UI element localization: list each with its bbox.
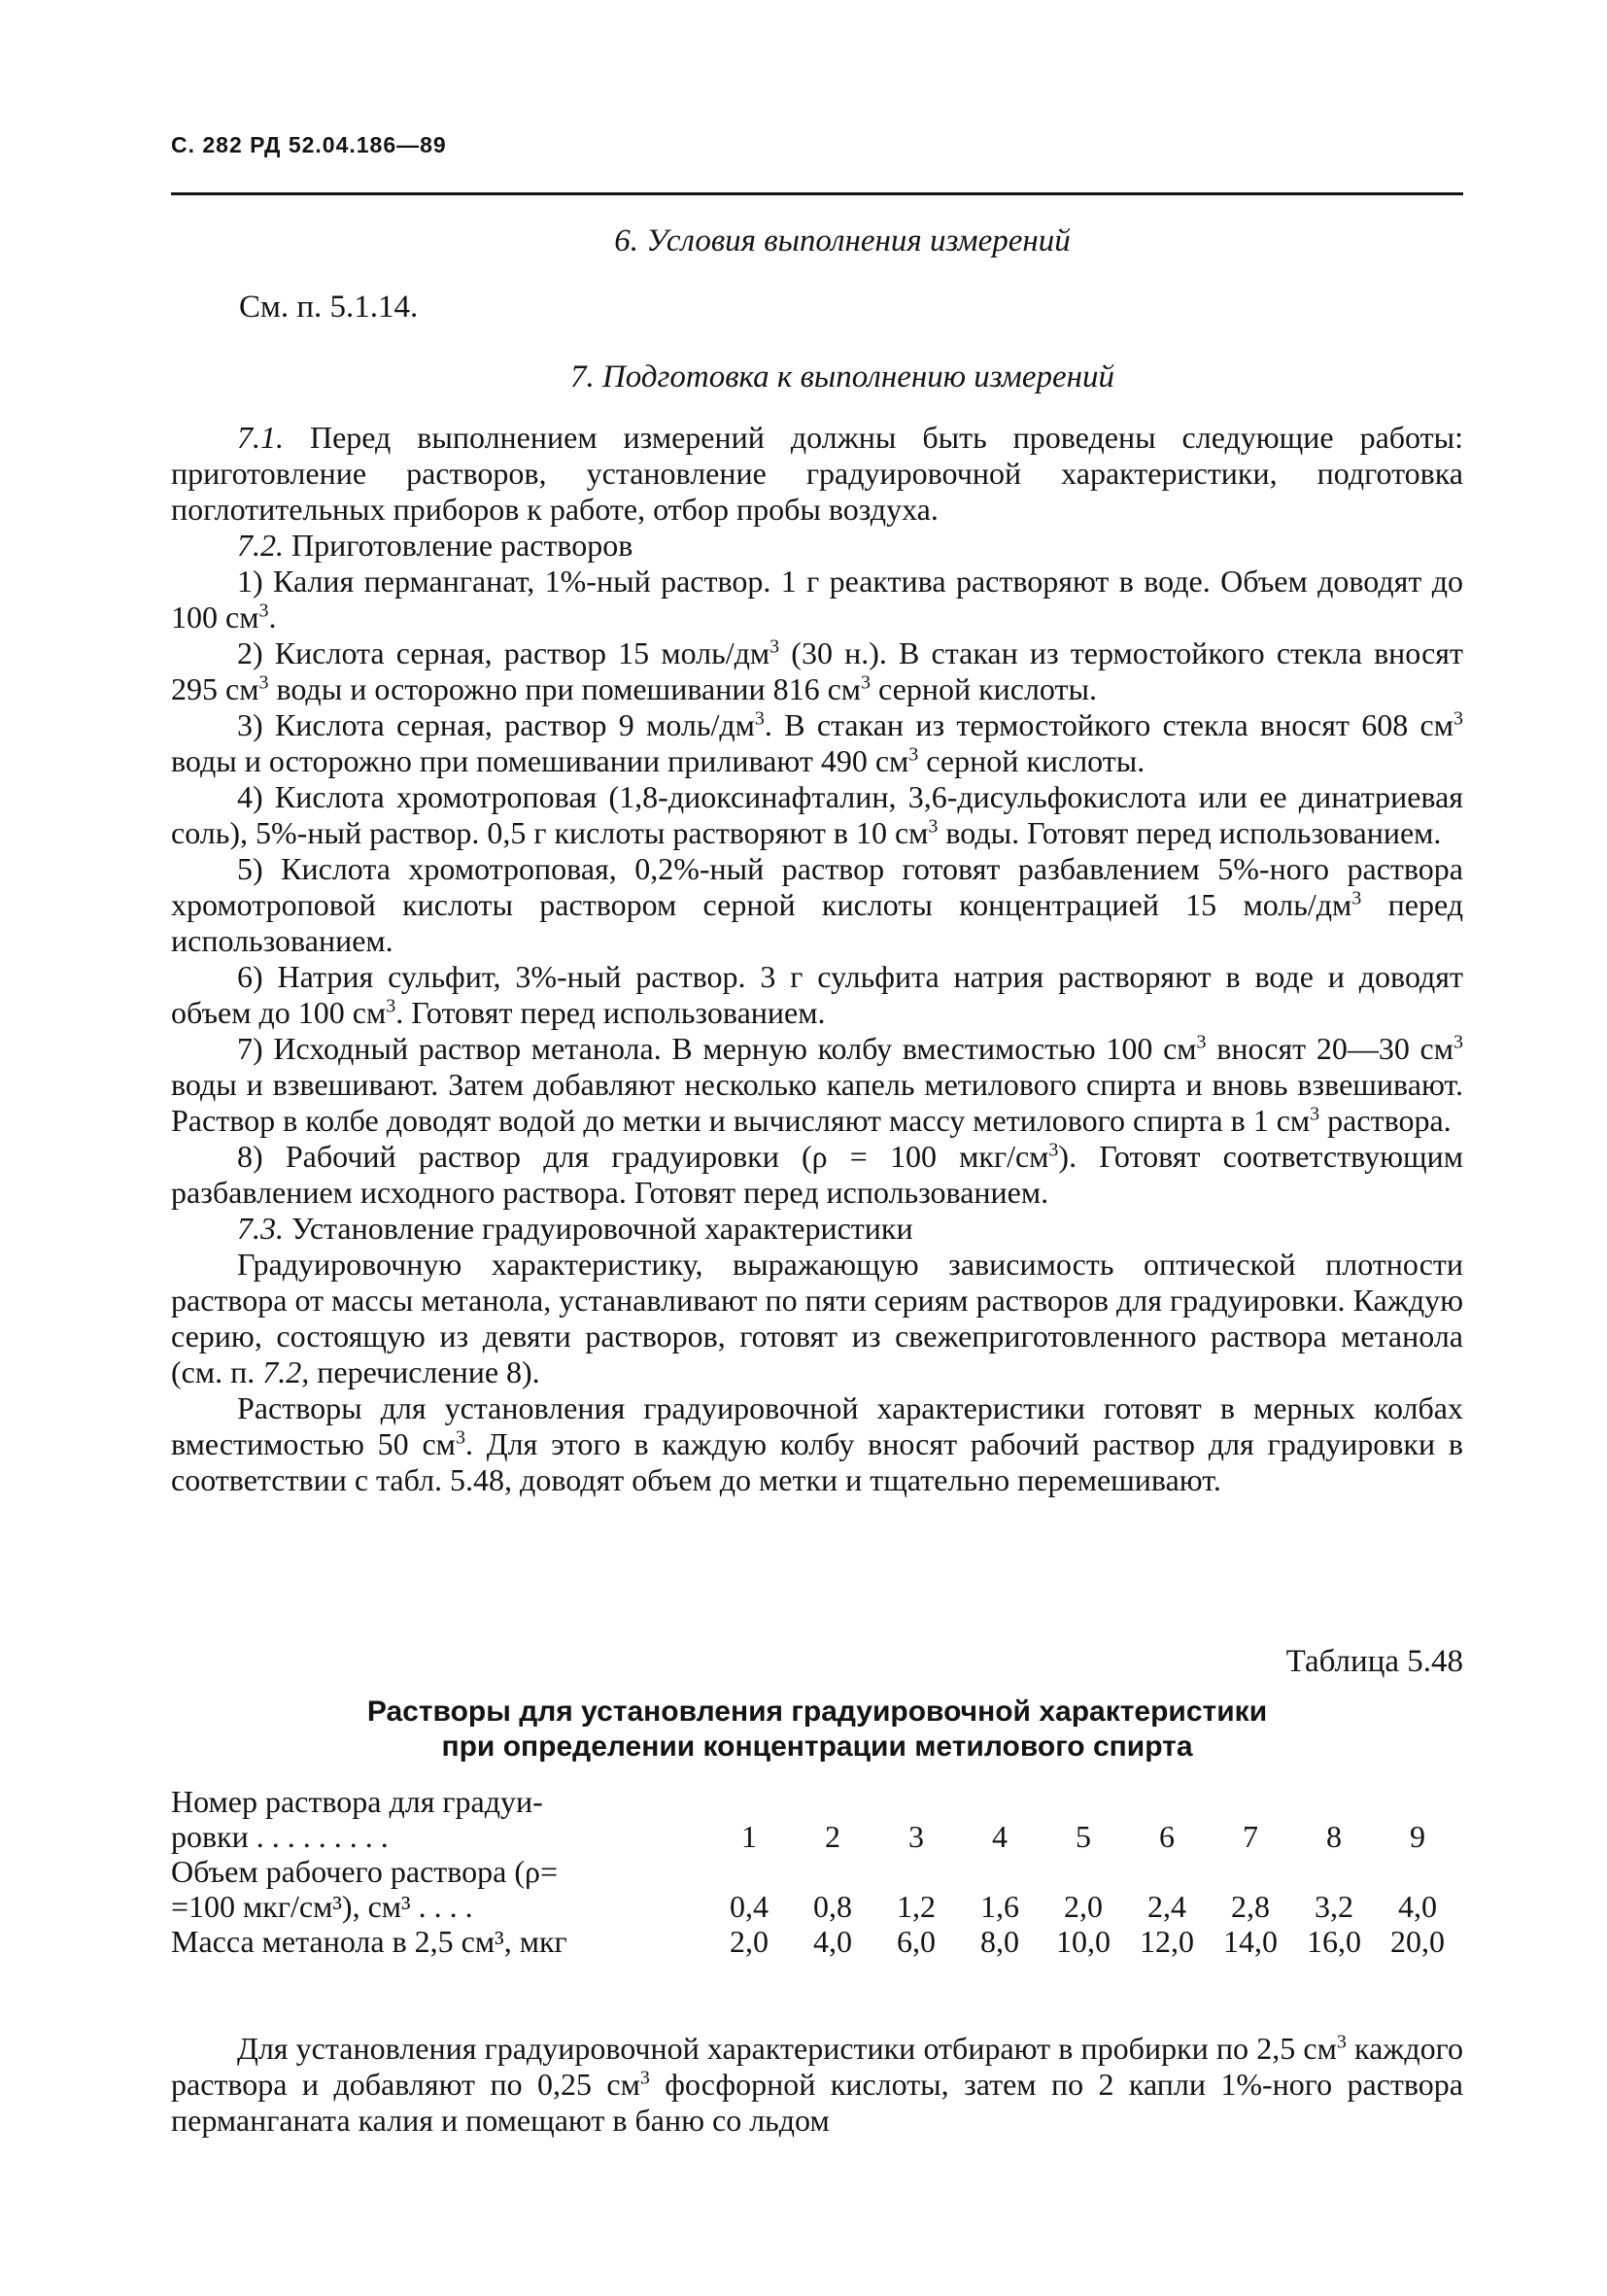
table-cell: 9 bbox=[1410, 1819, 1425, 1854]
item-text: серной кислоты. bbox=[871, 671, 1097, 706]
row-label-line: Объем рабочего раствора (ρ= bbox=[171, 1854, 559, 1889]
paragraph-7-3-text-1 bbox=[171, 1247, 1463, 1390]
table-cell: 4,0 bbox=[1398, 1889, 1437, 1924]
table-cell: 5 bbox=[1076, 1819, 1091, 1854]
table-cell: 1 bbox=[741, 1819, 757, 1854]
table-cell: 0,8 bbox=[813, 1889, 852, 1924]
item-text: воды и осторожно при помешивании приливают 490 см bbox=[171, 743, 909, 778]
item-text: вносят 20—30 см bbox=[1206, 1031, 1454, 1066]
list-item-6 bbox=[171, 959, 1463, 1031]
list-item-2 bbox=[171, 635, 1463, 707]
row-label-line: ровки . . . . . . . . . bbox=[171, 1819, 389, 1854]
table-cell: 1,2 bbox=[897, 1889, 936, 1924]
item-text: 6) Натрия сульфит, 3%-ный раствор. 3 г сульфита натрия растворяют в воде и доводят объем до 100 см bbox=[171, 959, 1463, 1030]
superscript: 3 bbox=[1453, 707, 1464, 730]
paragraph-7-3 bbox=[171, 1211, 1463, 1247]
table-cell: 3,2 bbox=[1315, 1889, 1353, 1924]
paragraph-text: фосфорной кислоты, затем по 2 капли 1%-ного раствора перманганата калия и помещают в баню со льдом bbox=[171, 2067, 1464, 2138]
row-label bbox=[171, 1854, 707, 1924]
superscript: 3 bbox=[258, 671, 269, 694]
item-text: 4) Кислота хромотроповая (1,8-диоксинафталин, 3,6-дисульфокислота или ее динатриевая соль), 5%-ный раствор. 0,5 г кислоты растворяют в 10 см bbox=[171, 779, 1463, 850]
item-text: (30 н.). В стакан из термостойкого стекла вносят 295 см bbox=[171, 635, 1464, 706]
paragraph-7-3-text-2 bbox=[171, 1390, 1463, 1498]
section-6-text: См. п. 5.1.14. bbox=[239, 290, 419, 325]
table-cell: 1,6 bbox=[980, 1889, 1019, 1924]
table-cell: 2,0 bbox=[730, 1924, 769, 1959]
superscript: 3 bbox=[1336, 2031, 1347, 2053]
superscript: 3 bbox=[861, 671, 872, 694]
table-title-line: при определении концентрации метилового спирта bbox=[441, 1731, 1193, 1763]
superscript: 3 bbox=[455, 1426, 465, 1449]
table-cell: 6,0 bbox=[897, 1924, 936, 1959]
table-cell: 16,0 bbox=[1307, 1924, 1361, 1959]
table-cell: 4 bbox=[992, 1819, 1008, 1854]
item-text: 3) Кислота серная, раствор 9 моль/дм bbox=[237, 707, 755, 742]
item-text: воды и осторожно при помешивании 816 см bbox=[268, 671, 862, 706]
table-cell: 4,0 bbox=[813, 1924, 852, 1959]
paragraph-7-2 bbox=[171, 528, 1463, 564]
item-text: ). Готовят соответствующим разбавлением исходного раствора. Готовят перед использованием. bbox=[171, 1139, 1464, 1210]
item-text: серной кислоты. bbox=[918, 743, 1145, 778]
table-cell: 8 bbox=[1326, 1819, 1342, 1854]
item-text: . bbox=[268, 600, 277, 634]
superscript: 3 bbox=[639, 2067, 650, 2089]
table-cell: 6 bbox=[1159, 1819, 1175, 1854]
paragraph-number: 7.2. bbox=[237, 528, 284, 563]
item-text: 1) Калия перманганат, 1%-ный раствор. 1 г реактива растворяют в воде. Объем доводят до 100 см bbox=[171, 564, 1463, 634]
table-cell: 12,0 bbox=[1140, 1924, 1194, 1959]
table-cell: 3 bbox=[908, 1819, 924, 1854]
table-row bbox=[171, 1854, 1459, 1924]
superscript: 3 bbox=[754, 707, 765, 730]
paragraph-text: Приготовление растворов bbox=[291, 528, 633, 563]
calibration-table bbox=[171, 1784, 1459, 1959]
row-label bbox=[171, 1784, 707, 1854]
table-cell: 10,0 bbox=[1056, 1924, 1111, 1959]
superscript: 3 bbox=[258, 600, 269, 622]
body-text bbox=[171, 420, 1463, 1498]
superscript: 3 bbox=[928, 815, 939, 838]
list-item-4 bbox=[171, 779, 1463, 851]
row-label: Масса метанола в 2,5 см³, мкг bbox=[171, 1924, 567, 1959]
superscript: 3 bbox=[1048, 1139, 1059, 1161]
item-text: 7) Исходный раствор метанола. В мерную колбу вместимостью 100 см bbox=[237, 1031, 1197, 1066]
item-text: раствора. bbox=[1319, 1103, 1452, 1138]
superscript: 3 bbox=[1310, 1103, 1320, 1125]
paragraph-text: каждого раствора и добавляют по 0,25 см bbox=[171, 2031, 1464, 2102]
list-item-8 bbox=[171, 1139, 1463, 1211]
superscript: 3 bbox=[769, 635, 780, 658]
paragraph-text bbox=[171, 2031, 1463, 2139]
superscript: 3 bbox=[386, 995, 396, 1017]
list-item-7 bbox=[171, 1031, 1463, 1139]
section-7-title: 7. Подготовка к выполнению измерений bbox=[569, 360, 1115, 394]
table-cell: 14,0 bbox=[1223, 1924, 1278, 1959]
paragraph-text: Градуировочную характеристику, выражающую зависимость оптической плотности раствора от массы метанола, устанавливают по пяти сериям растворов для градуировки. Каждую серию, состоящую из девяти растворов, готовят из свежеприготовленного раствора метанола (см. п. bbox=[171, 1247, 1463, 1389]
table-cell: 2,0 bbox=[1064, 1889, 1103, 1924]
item-text: . Готовят перед использованием. bbox=[395, 995, 826, 1030]
paragraph-text: Установление градуировочной характеристики bbox=[291, 1211, 913, 1246]
section-6-title: 6. Условия выполнения измерений bbox=[614, 223, 1071, 258]
table-cell: 2,8 bbox=[1231, 1889, 1270, 1924]
superscript: 3 bbox=[1453, 1031, 1464, 1053]
superscript: 3 bbox=[1351, 887, 1362, 909]
superscript: 3 bbox=[908, 743, 919, 766]
table-cell: 8,0 bbox=[980, 1924, 1019, 1959]
paragraph-text: . Для этого в каждую колбу вносят рабочий раствор для градуировки в соответствии с табл. 5.48, доводят объем до метки и тщательно перемешивают. bbox=[171, 1426, 1464, 1497]
item-text: 5) Кислота хромотроповая, 0,2%-ный раствор готовят разбавлением 5%-ного раствора хромотроповой кислоты раствором серной кислоты концентрацией 15 моль/дм bbox=[171, 851, 1463, 922]
tail-paragraph bbox=[171, 2031, 1463, 2139]
list-item-5 bbox=[171, 851, 1463, 959]
cross-reference: 7.2, bbox=[262, 1354, 310, 1389]
table-row bbox=[171, 1924, 1459, 1959]
item-text: 2) Кислота серная, раствор 15 моль/дм bbox=[237, 635, 770, 670]
table-row bbox=[171, 1784, 1459, 1854]
paragraph-text: Для установления градуировочной характеристики отбирают в пробирки по 2,5 см bbox=[237, 2031, 1337, 2066]
item-text: воды. Готовят перед использованием. bbox=[938, 815, 1442, 850]
table-title bbox=[171, 1695, 1463, 1765]
paragraph-text: перечисление 8). bbox=[309, 1354, 540, 1389]
paragraph-7-1 bbox=[171, 420, 1463, 528]
row-label-line: Номер раствора для градуи- bbox=[171, 1784, 543, 1819]
table-cell: 20,0 bbox=[1390, 1924, 1445, 1959]
list-item-1 bbox=[171, 564, 1463, 635]
paragraph-number: 7.3. bbox=[237, 1211, 284, 1246]
item-text: 8) Рабочий раствор для градуировки (ρ = 100 мкг/см bbox=[237, 1139, 1049, 1174]
item-text: . В стакан из термостойкого стекла вносят 608 см bbox=[764, 707, 1454, 742]
item-text: перед использованием. bbox=[171, 887, 1463, 958]
row-label-line: =100 мкг/см³), см³ . . . . bbox=[171, 1889, 473, 1924]
paragraph-text: Перед выполнением измерений должны быть проведены следующие работы: приготовление растворов, установление градуировочной характеристики, подготовка поглотительных приборов к работе, отбор пробы воздуха. bbox=[171, 420, 1464, 527]
table-cell: 2 bbox=[825, 1819, 840, 1854]
superscript: 3 bbox=[1196, 1031, 1207, 1053]
table-caption: Таблица 5.48 bbox=[1285, 1644, 1463, 1679]
paragraph-text: Растворы для установления градуировочной характеристики готовят в мерных колбах вместимостью 50 см bbox=[171, 1390, 1463, 1461]
header-rule bbox=[171, 192, 1463, 195]
running-head: С. 282 РД 52.04.186—89 bbox=[171, 132, 447, 157]
table-cell: 2,4 bbox=[1147, 1889, 1186, 1924]
table-cell: 0,4 bbox=[730, 1889, 769, 1924]
table-title-line: Растворы для установления градуировочной характеристики bbox=[366, 1696, 1268, 1728]
table-cell: 7 bbox=[1243, 1819, 1258, 1854]
item-text: воды и взвешивают. Затем добавляют несколько капель метилового спирта и вновь взвешивают. Раствор в колбе доводят водой до метки и вычисляют массу метилового спирта в 1 см bbox=[171, 1067, 1463, 1138]
list-item-3 bbox=[171, 707, 1463, 779]
paragraph-number: 7.1. bbox=[237, 420, 284, 455]
